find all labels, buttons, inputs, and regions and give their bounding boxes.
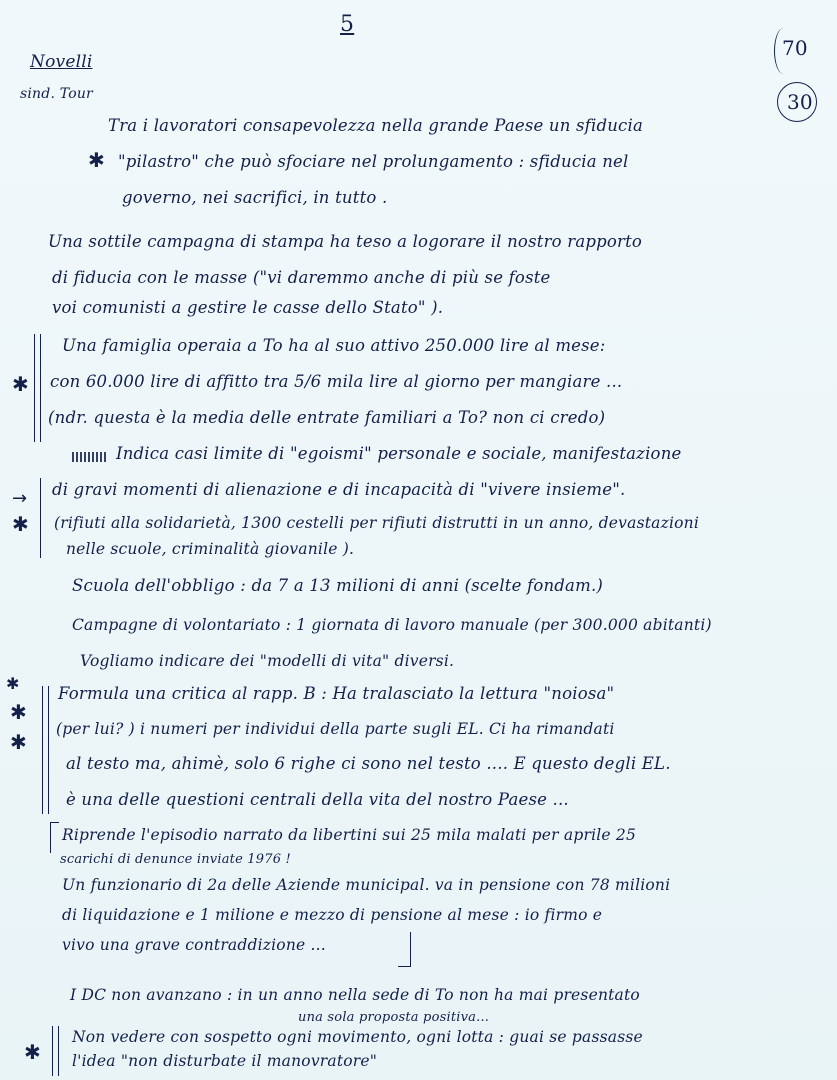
text-line: Indica casi limite di "egoismi" personale e sociale, manifestazione: [116, 444, 682, 463]
text-line: Tra i lavoratori consapevolezza nella grande Paese un sfiducia: [108, 116, 644, 135]
speaker-role: sind. Tour: [20, 86, 93, 102]
asterisk-icon: ✱: [6, 674, 20, 693]
open-bracket: [50, 822, 59, 853]
page-number: 5: [340, 12, 355, 37]
asterisk-icon: ✱: [10, 700, 27, 724]
text-line: l'idea "non disturbate il manovratore": [72, 1052, 378, 1070]
text-line: Non vedere con sospetto ogni movimento, ogni lotta : guai se passasse: [72, 1028, 643, 1046]
text-line: Scuola dell'obbligo : da 7 a 13 milioni di anni (scelte fondam.): [72, 576, 604, 595]
text-line: una sola proposta positiva...: [298, 1010, 490, 1025]
asterisk-icon: ✱: [88, 148, 105, 172]
text-line: scarichi di denunce inviate 1976 !: [60, 852, 291, 867]
margin-bar: [58, 1026, 59, 1076]
text-line: nelle scuole, criminalità giovanile ).: [66, 540, 355, 558]
asterisk-icon: ✱: [12, 372, 29, 396]
text-line: Un funzionario di 2a delle Aziende municipal. va in pensione con 78 milioni: [62, 876, 671, 894]
text-line: governo, nei sacrifici, in tutto .: [122, 188, 388, 207]
text-line: di gravi momenti di alienazione e di incapacità di "vivere insieme".: [52, 480, 626, 499]
text-line: Vogliamo indicare dei "modelli di vita" diversi.: [80, 652, 455, 670]
text-line: di liquidazione e 1 milione e mezzo di pensione al mese : io firmo e: [62, 906, 603, 924]
corner-number-top: 70: [782, 36, 808, 60]
text-line: (rifiuti alla solidarietà, 1300 cestelli per rifiuti distrutti in un anno, devastazioni: [54, 514, 699, 532]
crossed-out-scribble: [72, 452, 108, 462]
speaker-name: Novelli: [30, 52, 93, 72]
margin-bar: [40, 478, 41, 558]
arrow-right-icon: →: [12, 488, 28, 509]
text-line: è una delle questioni centrali della vita del nostro Paese ...: [66, 790, 569, 809]
text-line: vivo una grave contraddizione ...: [62, 936, 326, 954]
text-line: di fiducia con le masse ("vi daremmo anche di più se foste: [52, 268, 551, 287]
text-line: Una sottile campagna di stampa ha teso a logorare il nostro rapporto: [48, 232, 643, 251]
text-line: "pilastro" che può sfociare nel prolungamento : sfiducia nel: [118, 152, 629, 171]
asterisk-icon: ✱: [12, 512, 29, 536]
margin-bar: [40, 334, 41, 442]
text-line: voi comunisti a gestire le casse dello Stato" ).: [52, 298, 444, 317]
margin-bar: [52, 1026, 53, 1076]
text-line: Una famiglia operaia a To ha al suo attivo 250.000 lire al mese:: [62, 336, 606, 355]
text-line: Formula una critica al rapp. B : Ha tralasciato la lettura "noiosa": [58, 684, 615, 703]
text-line: (ndr. questa è la media delle entrate familiari a To? non ci credo): [48, 408, 606, 427]
text-line: I DC non avanzano : in un anno nella sede di To non ha mai presentato: [70, 986, 640, 1004]
text-line: (per lui? ) i numeri per individui della parte sugli EL. Ci ha rimandati: [56, 720, 615, 738]
margin-bar: [42, 686, 43, 814]
text-line: Riprende l'episodio narrato da libertini sui 25 mila malati per aprile 25: [62, 826, 637, 844]
text-line: con 60.000 lire di affitto tra 5/6 mila lire al giorno per mangiare ...: [50, 372, 623, 391]
asterisk-icon: ✱: [24, 1040, 41, 1064]
margin-bar: [34, 334, 35, 442]
margin-bar: [48, 686, 49, 814]
text-line: al testo ma, ahimè, solo 6 righe ci sono nel testo .... E questo degli EL.: [66, 754, 671, 773]
text-line: Campagne di volontariato : 1 giornata di lavoro manuale (per 300.000 abitanti): [72, 616, 712, 634]
close-bracket: [398, 932, 411, 967]
asterisk-icon: ✱: [10, 730, 27, 754]
corner-number-bottom: 30: [787, 90, 813, 114]
